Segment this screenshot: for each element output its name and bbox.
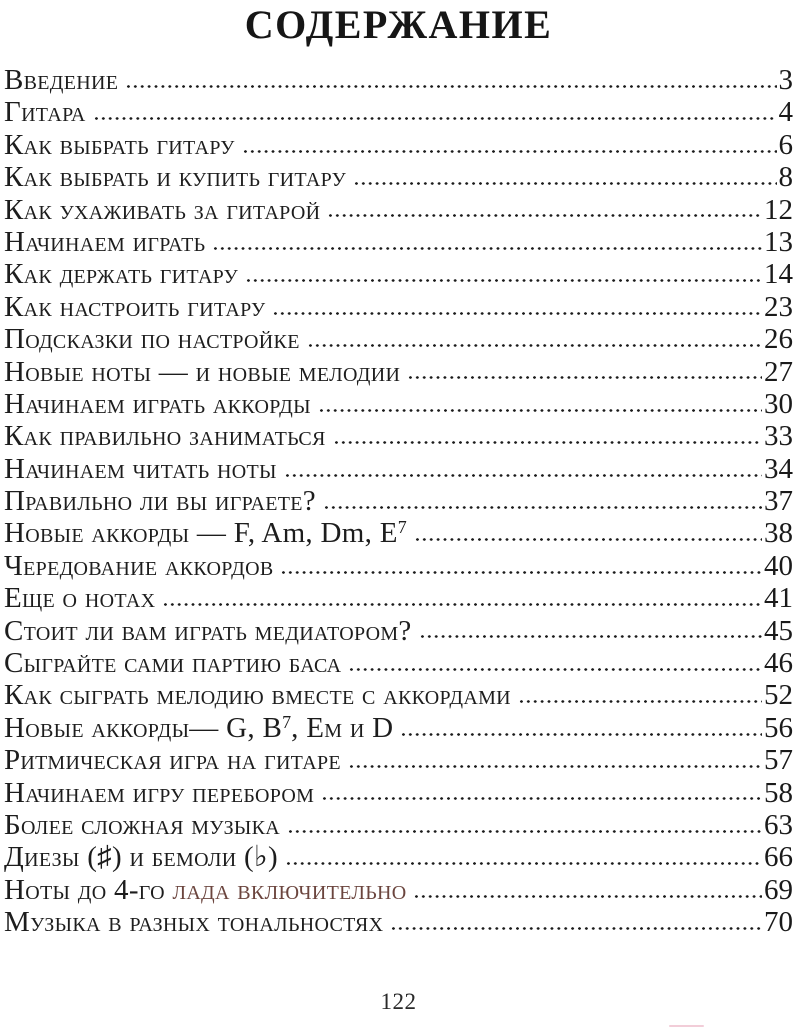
toc-entry-label: [4, 582, 155, 614]
toc-entry: [4, 517, 793, 549]
toc-entry: [4, 647, 793, 679]
toc-entry-label-part: Начинаем играть: [4, 225, 206, 258]
toc-entry-page-number: 56: [764, 711, 793, 744]
toc-entry: [4, 356, 793, 388]
toc-entry-label: [4, 615, 412, 647]
dot-leader: [93, 113, 777, 121]
toc-entry: [4, 841, 793, 873]
toc-entry-label-part: F, Am, Dm, E: [233, 517, 398, 550]
toc-entry-label-part: Диезы (♯) и бемоли (♭): [4, 841, 278, 874]
toc-entry-page-number: 6: [778, 128, 793, 161]
toc-entry: [4, 194, 793, 226]
toc-entry-label-part: Ноты до 4-го: [4, 873, 173, 906]
toc-entry-label: [4, 841, 278, 873]
toc-entry: [4, 906, 793, 938]
dot-leader: [419, 632, 762, 640]
toc-entry-page-number: 69: [764, 873, 793, 906]
toc-entry: [4, 744, 793, 776]
dot-leader: [348, 761, 762, 769]
toc-entry-page-number: 45: [764, 614, 793, 647]
dot-leader: [390, 923, 762, 931]
toc-entry: [4, 582, 793, 614]
dot-leader: [285, 858, 762, 866]
toc-entry-page-number: 12: [764, 193, 793, 226]
toc-entry-label: [4, 388, 311, 420]
toc-entry-label-part: Новые аккорды— G, B: [4, 711, 283, 744]
toc-entry-label-part: Начинаем читать ноты: [4, 452, 277, 485]
toc-entry: [4, 485, 793, 517]
toc-entry-label-part: Новые аккорды —: [4, 517, 234, 550]
toc-entry-page-number: 3: [778, 64, 793, 96]
toc-entry-label-part: Как выбрать гитару: [4, 128, 235, 161]
dot-leader: [400, 729, 762, 737]
toc-entry-label-part: Как сыграть мелодию вместе с аккордами: [4, 679, 511, 712]
toc-entry-label-part: Более сложная музыка: [4, 808, 281, 841]
toc-entry: [4, 96, 793, 128]
dot-leader: [407, 373, 762, 381]
toc-entry: [4, 809, 793, 841]
toc-entry-label-part: Правильно ли вы играете?: [4, 485, 316, 518]
dot-leader: [280, 567, 762, 575]
toc-entry-page-number: 70: [764, 906, 793, 939]
toc-entry: [4, 323, 793, 355]
toc-entry-page-number: 4: [778, 96, 793, 129]
toc-list: [4, 64, 793, 939]
toc-entry-label-part: Еще о нотах: [4, 582, 156, 615]
dot-leader: [353, 178, 776, 186]
toc-entry-label: [4, 96, 86, 128]
toc-entry-label: [4, 453, 277, 485]
toc-entry: [4, 712, 793, 744]
toc-entry-label-part: Как выбрать и купить гитару: [4, 161, 347, 194]
toc-entry-page-number: 33: [764, 420, 793, 453]
toc-entry-label-part: Ритмическая игра на гитаре: [4, 744, 341, 777]
toc-entry-label-part: Сыграйте сами партию баса: [4, 647, 342, 680]
toc-entry-label-part: Гитара: [4, 96, 86, 129]
toc-entry-page-number: 40: [764, 549, 793, 582]
toc-entry-page-number: 30: [764, 387, 793, 420]
toc-entry-label: [4, 420, 326, 452]
toc-entry: [4, 64, 793, 96]
toc-entry: [4, 420, 793, 452]
toc-entry: [4, 226, 793, 258]
toc-entry-page-number: 63: [764, 808, 793, 841]
dot-leader: [318, 405, 762, 413]
page-title: СОДЕРЖАНИЕ: [244, 2, 553, 47]
dot-leader: [321, 794, 762, 802]
toc-entry: [4, 550, 793, 582]
toc-entry-page-number: 14: [764, 258, 793, 291]
toc-entry-page-number: 52: [764, 679, 793, 712]
toc-entry-label: [4, 647, 341, 679]
toc-entry-label: [4, 517, 407, 549]
toc-entry: [4, 615, 793, 647]
toc-entry-page-number: 13: [764, 225, 793, 258]
toc-entry: [4, 258, 793, 290]
toc-entry: [4, 874, 793, 906]
toc-entry-label: [4, 744, 341, 776]
toc-entry: [4, 777, 793, 809]
toc-entry-label-part: 7: [397, 517, 407, 538]
toc-entry-page-number: 38: [764, 517, 793, 550]
toc-entry: [4, 291, 793, 323]
toc-entry-page-number: 46: [764, 647, 793, 680]
dot-leader: [307, 340, 762, 348]
toc-entry-label-part: Как правильно заниматься: [4, 420, 326, 453]
dot-leader: [125, 81, 776, 89]
dot-leader: [327, 211, 762, 219]
toc-entry-page-number: 57: [764, 744, 793, 777]
toc-entry-page-number: 26: [764, 323, 793, 356]
toc-entry-label-part: Новые ноты — и новые мелодии: [4, 355, 401, 388]
toc-entry-label-part: , Em и D: [291, 711, 394, 744]
toc-entry-label-part: Музыка в разных тональностях: [4, 906, 384, 939]
toc-entry-page-number: 8: [778, 161, 793, 194]
toc-entry-page-number: 23: [764, 290, 793, 323]
toc-entry-page-number: 41: [764, 582, 793, 615]
toc-entry-label: [4, 485, 316, 517]
dot-leader: [245, 275, 762, 283]
toc-entry-page-number: 37: [764, 485, 793, 518]
dot-leader: [284, 470, 762, 478]
toc-entry-label-part: Стоит ли вам играть медиатором?: [4, 614, 412, 647]
dot-leader: [242, 146, 777, 154]
toc-entry-label: [4, 64, 118, 96]
toc-entry-page-number: 66: [764, 841, 793, 874]
toc-entry-label: [4, 712, 393, 744]
toc-entry: [4, 679, 793, 711]
toc-entry-page-number: 58: [764, 776, 793, 809]
toc-entry-label: [4, 874, 406, 906]
scan-artifact-line: [669, 1025, 704, 1027]
toc-entry-label-part: Как ухаживать за гитарой: [4, 193, 321, 226]
toc-entry-label-part: Чередование аккордов: [4, 549, 274, 582]
toc-entry: [4, 129, 793, 161]
toc-entry-page-number: 34: [764, 452, 793, 485]
dot-leader: [414, 534, 762, 542]
dot-leader: [323, 502, 762, 510]
toc-entry-label-part: Начинаем игру перебором: [4, 776, 315, 809]
toc-entry-label: [4, 258, 238, 290]
toc-entry-label: [4, 323, 300, 355]
toc-entry: [4, 388, 793, 420]
dot-leader: [518, 696, 762, 704]
toc-entry-label-part: Как настроить гитару: [4, 290, 266, 323]
toc-entry-label: [4, 356, 400, 388]
toc-entry-label-part: Как держать гитару: [4, 258, 239, 291]
toc-entry-label: [4, 679, 511, 711]
folio-page-number: 122: [380, 988, 417, 1014]
toc-entry-label: [4, 161, 346, 193]
toc-entry-label: [4, 809, 280, 841]
toc-entry-label-part: 7: [282, 711, 292, 732]
dot-leader: [348, 664, 762, 672]
toc-entry-label: [4, 550, 273, 582]
toc-entry: [4, 161, 793, 193]
toc-entry-label: [4, 291, 265, 323]
toc-entry-label: [4, 226, 205, 258]
dot-leader: [333, 437, 762, 445]
toc-entry: [4, 453, 793, 485]
toc-entry-page-number: 27: [764, 355, 793, 388]
toc-entry-label: [4, 906, 383, 938]
dot-leader: [413, 891, 762, 899]
toc-entry-label-part: Введение: [4, 64, 119, 96]
dot-leader: [212, 243, 762, 251]
toc-entry-label: [4, 129, 235, 161]
toc-entry-label: [4, 777, 314, 809]
dot-leader: [162, 599, 762, 607]
toc-entry-label-part: Начинаем играть аккорды: [4, 387, 311, 420]
dot-leader: [287, 826, 762, 834]
toc-entry-label-part: Подсказки по настройке: [4, 323, 300, 356]
toc-entry-label: [4, 194, 320, 226]
toc-entry-label-part: лада включительно: [172, 873, 407, 906]
dot-leader: [272, 308, 762, 316]
